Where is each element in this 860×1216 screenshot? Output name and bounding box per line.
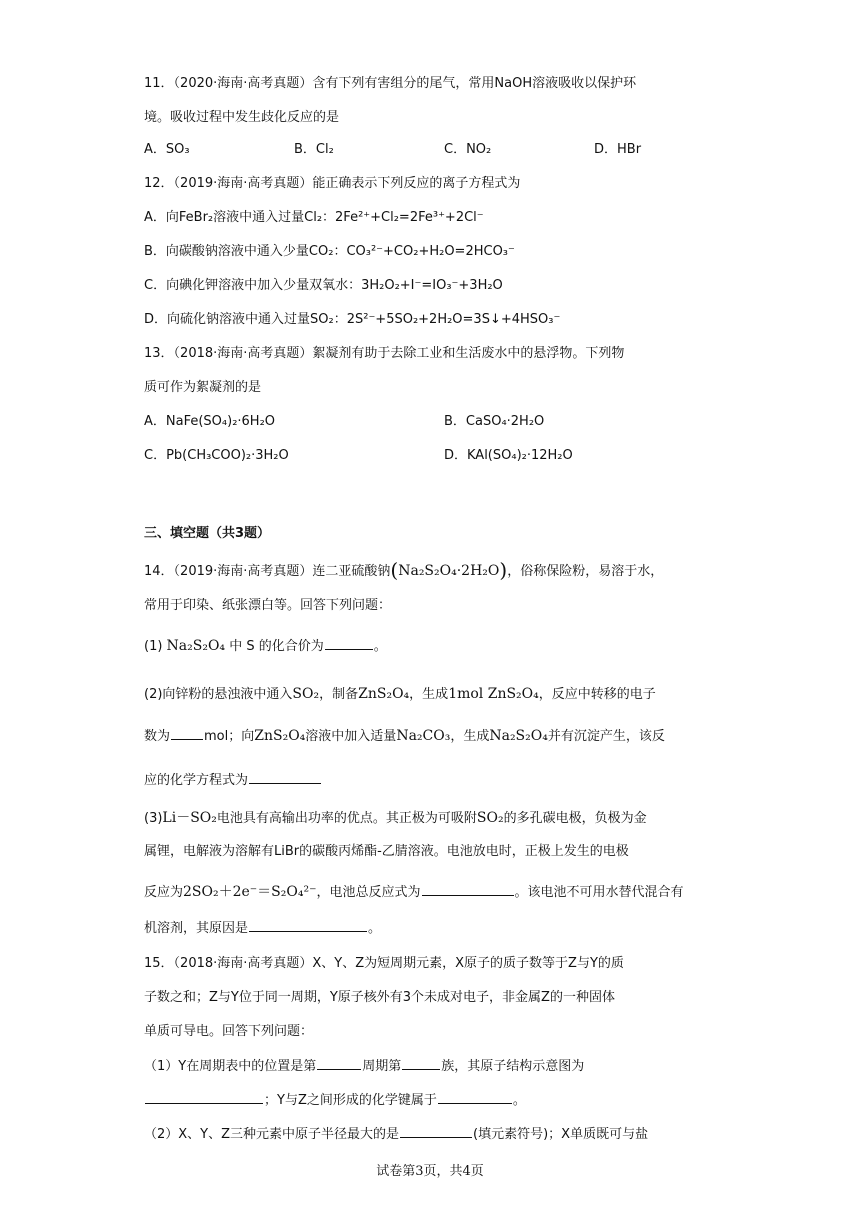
answer-blank[interactable]	[317, 1056, 361, 1070]
q14-part3-text: 的多孔碳电极，负极为金	[503, 811, 647, 826]
answer-blank[interactable]	[249, 770, 321, 784]
q14-part3-text: 反应为	[144, 885, 184, 900]
q15-stem-line2: 子数之和；Z与Y位于同一周期，Y原子核外有3个未成对电子，非金属Z的一种固体	[144, 990, 615, 1005]
q15-stem-line3: 单质可导电。回答下列问题：	[144, 1024, 314, 1039]
q15-part2-line1	[144, 1124, 648, 1145]
q14-part2-line3	[144, 770, 322, 791]
paren-close-icon: )	[499, 558, 508, 582]
q14-part1-label: (1)	[144, 639, 167, 654]
q14-part2-text: mol；向	[204, 729, 255, 744]
q14-stem-suffix: ，俗称保险粉，易溶于水，	[507, 564, 664, 579]
q14-part2-text: ，制备	[319, 687, 359, 702]
q14-part3-text: 。	[368, 921, 382, 936]
q14-part3-line3	[144, 882, 684, 903]
q15-part1-line1	[144, 1056, 584, 1077]
q15-part1-text: （1）Y在周期表中的位置是第	[144, 1059, 317, 1074]
q12-option-c: C．向碘化钾溶液中加入少量双氧水：3H₂O₂+I⁻=IO₃⁻+3H₂O	[144, 278, 503, 293]
section-heading: 三、填空题（共3题）	[144, 526, 271, 541]
q14-part1-end: 。	[373, 639, 387, 654]
q14-part3-line2: 属锂，电解液为溶解有LiBr的碳酸丙烯酯-乙腈溶液。电池放电时，正极上发生的电极	[144, 844, 629, 859]
page-footer: 试卷第3页，共4页	[376, 1164, 484, 1179]
q15-part1-line2	[144, 1090, 526, 1111]
q13-option-b: B．CaSO₄·2H₂O	[444, 414, 545, 429]
answer-blank[interactable]	[171, 726, 203, 740]
q13-option-d: D．KAl(SO₄)₂·12H₂O	[444, 448, 573, 463]
q14-part3-text: ，电池总反应式为	[316, 885, 421, 900]
q14-part2-formula: 1mol ZnS₂O₄	[448, 686, 539, 702]
q11-option-d: D．HBr	[594, 142, 642, 157]
q14-part2-text: ，生成	[450, 729, 490, 744]
answer-blank[interactable]	[422, 882, 514, 896]
q14-part3-formula: 2SO₂＋2e⁻＝S₂O₄²⁻	[183, 884, 317, 900]
q14-part2-line2	[144, 726, 665, 747]
q11-option-a: A．SO₃	[144, 142, 190, 157]
q14-part2-formula: ZnS₂O₄	[358, 686, 410, 702]
q14-part2-formula: Na₂S₂O₄	[489, 728, 548, 744]
q14-part2-line1	[144, 684, 656, 705]
q14-part3-line4	[144, 918, 381, 939]
q15-part1-text: 族，其原子结构示意图为	[441, 1059, 585, 1074]
q13-option-a: A．NaFe(SO₄)₂·6H₂O	[144, 414, 276, 429]
q14-part3-text: 。该电池不可用水替代混合有	[514, 885, 684, 900]
q14-part1-text: 中 S 的化合价为	[225, 639, 324, 654]
answer-blank[interactable]	[145, 1090, 263, 1104]
q15-part2-text: (填元素符号)；X单质既可与盐	[473, 1127, 649, 1142]
q14-part2-text: 并有沉淀产生，该反	[547, 729, 665, 744]
q13-stem-line1: 13．（2018·海南·高考真题）絮凝剂有助于去除工业和生活废水中的悬浮物。下列物	[144, 346, 625, 361]
q12-option-a: A．向FeBr₂溶液中通入过量Cl₂：2Fe²⁺+Cl₂=2Fe³⁺+2Cl⁻	[144, 210, 484, 225]
q14-part2-text: 溶液中加入适量	[305, 729, 397, 744]
answer-blank[interactable]	[325, 636, 373, 650]
answer-blank[interactable]	[402, 1056, 440, 1070]
q14-part2-text: (2)向锌粉的悬浊液中通入	[144, 687, 293, 702]
paren-open-icon: (	[390, 558, 399, 582]
q14-part3-text: 机溶剂，其原因是	[144, 921, 249, 936]
q14-part2-formula: SO₂	[292, 686, 320, 702]
q14-part1-formula: Na₂S₂O₄	[166, 638, 226, 654]
q14-part3-text: 电池具有高输出功率的优点。其正极为可吸附	[216, 811, 477, 826]
q14-part2-text: ，生成	[409, 687, 449, 702]
q14-formula: Na₂S₂O₄·2H₂O	[398, 563, 500, 579]
q14-part2-formula: Na₂CO₃	[396, 728, 451, 744]
q11-stem-line2: 境。吸收过程中发生歧化反应的是	[144, 110, 340, 125]
q13-option-c: C．Pb(CH₃COO)₂·3H₂O	[144, 448, 289, 463]
q14-part3-line1	[144, 808, 647, 829]
q14-part2-text: ，反应中转移的电子	[538, 687, 656, 702]
q14-part1	[144, 636, 387, 657]
q13-stem-line2: 质可作为絮凝剂的是	[144, 380, 262, 395]
q11-option-c: C．NO₂	[444, 142, 492, 157]
answer-blank[interactable]	[438, 1090, 512, 1104]
q14-part3-formula: Li－SO₂	[162, 810, 217, 826]
q14-part2-text: 应的化学方程式为	[144, 773, 249, 788]
q14-part3-formula: SO₂	[476, 810, 504, 826]
q15-part1-text: 周期第	[362, 1059, 402, 1074]
q12-option-b: B．向碳酸钠溶液中通入少量CO₂：CO₃²⁻+CO₂+H₂O=2HCO₃⁻	[144, 244, 515, 259]
q15-part1-text: ；Y与Z之间形成的化学键属于	[264, 1093, 437, 1108]
answer-blank[interactable]	[249, 918, 367, 932]
q12-stem: 12．（2019·海南·高考真题）能正确表示下列反应的离子方程式为	[144, 176, 521, 191]
q15-part1-text: 。	[512, 1093, 526, 1108]
q11-option-b: B．Cl₂	[294, 142, 334, 157]
q14-stem-line2: 常用于印染、纸张漂白等。回答下列问题：	[144, 598, 392, 613]
q15-part2-text: （2）X、Y、Z三种元素中原子半径最大的是	[144, 1127, 400, 1142]
q15-stem-line1: 15．（2018·海南·高考真题）X、Y、Z为短周期元素，X原子的质子数等于Z与Y的质	[144, 956, 624, 971]
q14-stem-line1	[144, 560, 663, 582]
answer-blank[interactable]	[400, 1124, 472, 1138]
q14-part3-label: (3)	[144, 811, 163, 826]
q14-part2-text: 数为	[144, 729, 171, 744]
q14-part2-formula: ZnS₂O₄	[254, 728, 306, 744]
q11-stem-line1: 11．（2020·海南·高考真题）含有下列有害组分的尾气，常用NaOH溶液吸收以保护环	[144, 76, 637, 91]
q14-stem-prefix: 14．（2019·海南·高考真题）连二亚硫酸钠	[144, 564, 391, 579]
q12-option-d: D．向硫化钠溶液中通入过量SO₂：2S²⁻+5SO₂+2H₂O=3S↓+4HSO₃⁻	[144, 312, 561, 327]
